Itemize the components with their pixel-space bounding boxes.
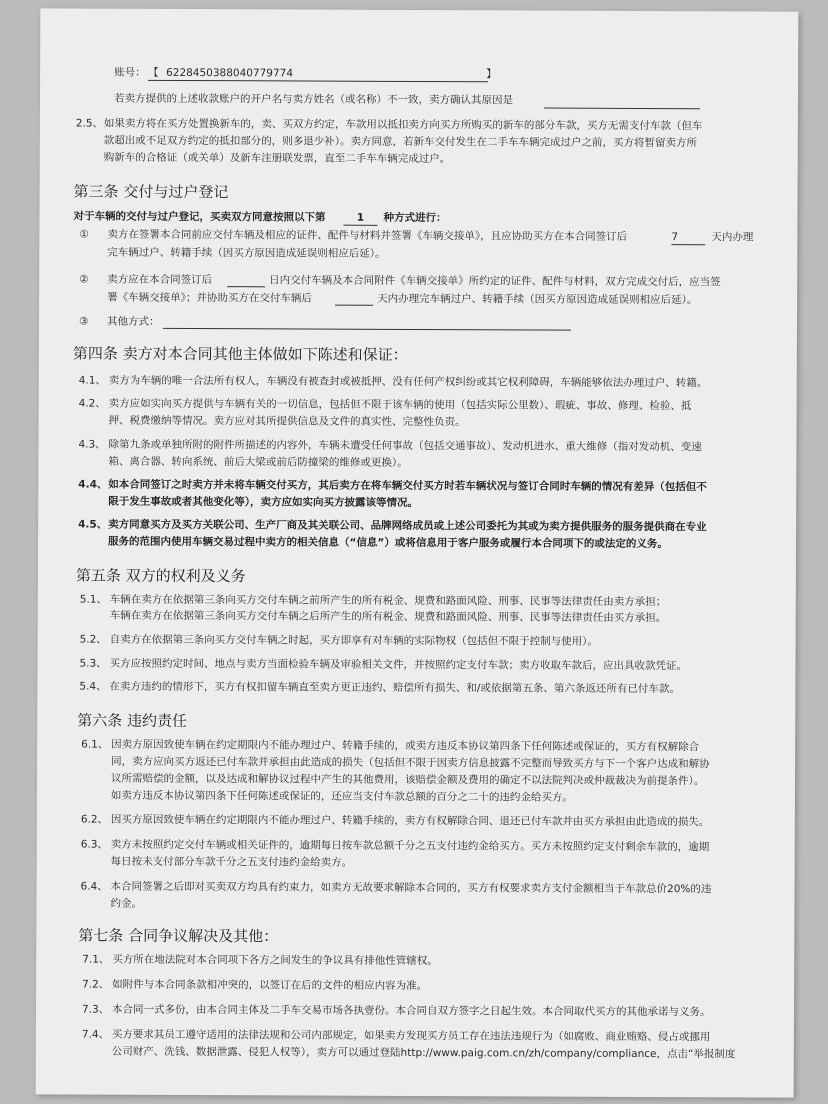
clause-4-4-line: 如本合同签订之时卖方并未将车辆交付买方，其后卖方在将车辆交付买方时若车辆状况与签订合同时车辆的情况有差异（包括但不 — [108, 478, 707, 494]
option-2-mark: ② — [79, 273, 89, 286]
clause-7-2-num: 7.2、 — [82, 978, 110, 991]
clause-7-1-line: 买方所在地法院对本合同项下各方之间发生的争议具有排他性管辖权。 — [112, 953, 438, 968]
clause-4-2-line: 卖方应如实向买方提供与车辆有关的一切信息，包括但不限于该车辆的使用（包括实际公里数）、瑕疵、事故、修理、检验、抵 — [108, 397, 692, 413]
clause-4-5-line: 卖方同意买方及买方关联公司、生产厂商及其关联公司、品牌网络成员或上述公司委托为其或为卖方提供服务的服务提供商在专业 — [108, 518, 707, 534]
section-4-title: 第四条 卖方对本合同其他主体做如下陈述和保证： — [72, 344, 408, 364]
clause-5-1-line: 车辆在卖方在依据第三条向买方交付车辆之后所产生的所有税金、规费和路面风险、刑事、民事等法律责任由买方承担。 — [109, 609, 667, 625]
clause-6-4-line: 本合同签署之后即对买卖双方均具有约束力，如卖方无故要求解除本合同的，买方有权要求卖方支付金额相当于车款总价20%的违 — [110, 880, 712, 896]
clause-7-3-num: 7.3、 — [81, 1003, 110, 1016]
contract-page — [36, 8, 799, 1097]
intro-line: 若卖方提供的上述收款账户的开户名与卖方姓名（或名称）不一致，卖方确认其原因是 — [113, 92, 514, 107]
clause-6-3-num: 6.3、 — [80, 838, 108, 851]
clause-5-3-num: 5.3、 — [79, 657, 107, 670]
clause-4-5-num: 4.5、 — [78, 518, 108, 531]
clause-6-1-num: 6.1、 — [81, 738, 109, 751]
clause-4-1-line: 卖方为车辆的唯一合法所有权人，车辆没有被查封或被抵押、没有任何产权纠纷或其它权利障碍，车辆能够依法办理过户、转籍。 — [108, 374, 708, 390]
clause-7-4-line: 公司财产、洗钱、数据泄露、侵犯人权等），卖方可以通过登陆http://www.paig.com.cn/zh/company/compliance，点击“举报制度 — [111, 1045, 736, 1061]
clause-4-2-num: 4.2、 — [78, 397, 106, 410]
option-1-text-post: 天内办理 — [711, 231, 754, 244]
option-3-label: 其他方式： — [106, 315, 160, 328]
account-close-bracket: 】 — [486, 68, 497, 81]
clause-6-1-line: 因卖方原因致使车辆在约定期限内不能办理过户、转籍手续的，或卖方违反本协议第四条下任何陈述或保证的，买方有权解除合 — [111, 738, 700, 754]
account-underline — [148, 80, 488, 82]
option-1-days-value: 7 — [671, 231, 705, 245]
clause-5-4-num: 5.4、 — [79, 680, 107, 693]
option-2-days-blank — [227, 286, 265, 287]
clause-6-4-line: 约金。 — [110, 897, 142, 910]
clause-6-4-num: 6.4、 — [80, 880, 108, 893]
option-3-blank — [163, 328, 571, 331]
clause-4-3-line: 除第九条或单独所附的附件所描述的内容外，车辆未遭受任何事故（包括交通事故）、发动机进水、重大维修（指对发动机、变速 — [108, 438, 702, 454]
clause-5-3-line: 买方应按照约定时间、地点与卖方当面检验车辆及审验相关文件，并按照约定支付车款；卖方收取车款后，应出具收款凭证。 — [109, 657, 688, 673]
section-3-lead: 对于车辆的交付与过户登记，买卖双方同意按照以下第 — [73, 210, 326, 224]
clause-6-2-line: 因买方原因致使车辆在约定期限内不能办理过户、转籍手续的，卖方有权解除合同、退还已付车款并由买方承担由此造成的损失。 — [110, 813, 710, 829]
section-6-title: 第六条 违约责任 — [77, 711, 188, 730]
clause-7-2-line: 如附件与本合同条款相冲突的，以签订在后的文件的相应内容为准。 — [112, 978, 428, 993]
option-2-text: 卖方应在本合同签订后 — [107, 273, 213, 287]
clause-7-3-line: 本合同一式多份，由本合同主体及二手车交易市场各执壹份。本合同自双方签字之日起生效。本合同取代买方的其他承诺与义务。 — [111, 1003, 711, 1019]
section-3-title: 第三条 交付与过户登记 — [73, 182, 229, 202]
clause-5-4-line: 在卖方违约的情形下，买方有权扣留车辆直至卖方更正违约、赔偿所有损失、和/或依据第五条、第六条返还所有已付车款。 — [109, 680, 680, 696]
option-3-mark: ③ — [78, 315, 89, 328]
clause-5-1-line: 车辆在卖方在依据第三条向买方交付车辆之前所产生的所有税金、规费和路面风险、刑事、民事等法律责任由卖方承担； — [109, 593, 667, 609]
clause-6-1-line: 如卖方违反本协议第四条下任何陈述或保证的，还应当支付车款总额的百分之二十的违约金给买方。 — [110, 789, 573, 804]
clause-4-1-num: 4.1、 — [78, 374, 106, 387]
clause-6-2-num: 6.2、 — [80, 813, 109, 826]
clause-5-2-num: 5.2、 — [79, 633, 107, 646]
clause-4-3-line: 箱、离合器、转向系统、前后大梁或前后防撞梁的维修或更换）。 — [108, 455, 408, 469]
clause-7-4-line: 买方要求其员工遵守适用的法律法规和公司内部规定，如果卖方发现买方员工存在违法违规行为（如腐败、商业贿赂、侵占或挪用 — [111, 1028, 711, 1044]
clause-2-5-line: 购新车的合格证（或关单）及新车注册联发票，直至二手车车辆完成过户。 — [103, 151, 451, 166]
clause-2-5-line: 款超出或不足双方约定的抵扣部分的，则多退少补）。卖方同意，若新车交付发生在二手车车辆完成过户之前，买方将暂留卖方所 — [103, 134, 698, 150]
account-number: 6228450388040779774 — [166, 66, 294, 80]
clause-4-4-line: 限于发生事故或者其他变化等），卖方应如实向买方披露该等情况。 — [108, 495, 418, 510]
clause-5-2-line: 自卖方在依据第三条向买方交付车辆之时起，买方即享有对车辆的实际物权（包括但不限于控制与使用）。 — [109, 633, 598, 648]
section-3-method-value: 1 — [343, 212, 377, 226]
section-7-title: 第七条 合同争议解决及其他： — [78, 926, 279, 946]
clause-4-3-num: 4.3、 — [78, 438, 106, 451]
clause-7-4-num: 7.4、 — [81, 1028, 110, 1041]
option-2-text-line2: 署《车辆交接单》；并协助买方在交付车辆后 — [107, 291, 312, 305]
clause-6-3-line: 卖方未按照约定交付车辆或相关证件的，逾期每日按车款总额千分之五支付违约金给买方。买方未按照约定支付剩余车款的，逾期 — [110, 838, 710, 854]
clause-4-4-num: 4.4、 — [78, 478, 108, 491]
account-label: 账号： — [114, 66, 146, 79]
section-3-lead-post: 种方式进行： — [383, 211, 447, 225]
clause-2-5-line: 如果卖方将在买方处置换新车的，卖、买双方约定，车款用以抵扣卖方向买方所购买的新车的部分车款，买方无需支付车款（但车 — [103, 117, 703, 133]
option-1-text-line2: 完车辆过户、转籍手续（因买方原因造成延误则相应后延）。 — [107, 246, 386, 260]
clause-4-2-line: 押、税费缴纳等情况。卖方应对其所提供信息及文件的真实性、完整性负责。 — [108, 414, 466, 429]
clause-6-1-line: 同，卖方应向买方返还已付车款并承担由此造成的损失（包括但不限于因卖方信息披露不完整而导致买方与下一个客户达成和解协 — [111, 755, 710, 771]
clause-2-5-num: 2.5、 — [75, 117, 104, 130]
option-2-text-mid: 日内交付车辆及本合同附件《车辆交接单》所约定的证件、配件与材料，双方完成交付后，应当签 — [269, 274, 721, 289]
clause-4-5-line: 服务的范围内使用车辆交易过程中卖方的相关信息（“信息”）或将信息用于客户服务或履行本合同项下的或法定的义务。 — [108, 535, 668, 551]
option-2-text-line2-post: 天内办理完车辆过户、转籍手续（因买方原因造成延误则相应后延）。 — [377, 292, 698, 307]
section-5-title: 第五条 双方的权利及义务 — [75, 566, 246, 586]
clause-6-1-line: 议所需赔偿的金额，以及达成和解协议过程中产生的其他费用，该赔偿金额及费用的确定不以法院判决或仲裁裁决为前提条件）。 — [110, 772, 705, 788]
clause-5-1-num: 5.1、 — [79, 593, 108, 606]
reason-blank — [544, 108, 700, 110]
option-2-days-blank-2 — [335, 305, 373, 306]
option-1-mark: ① — [79, 228, 89, 241]
clause-7-1-num: 7.1、 — [82, 953, 110, 966]
account-open-bracket: 【 — [148, 66, 159, 79]
clause-6-3-line: 每日按未支付部分车款千分之五支付违约金给卖方。 — [110, 855, 353, 869]
option-1-text: 卖方在签署本合同前应交付车辆及相应的证件、配件与材料并签署《车辆交接单》，且应协助买方在本合同签订后 — [107, 228, 628, 243]
contract-content — [36, 8, 799, 1097]
